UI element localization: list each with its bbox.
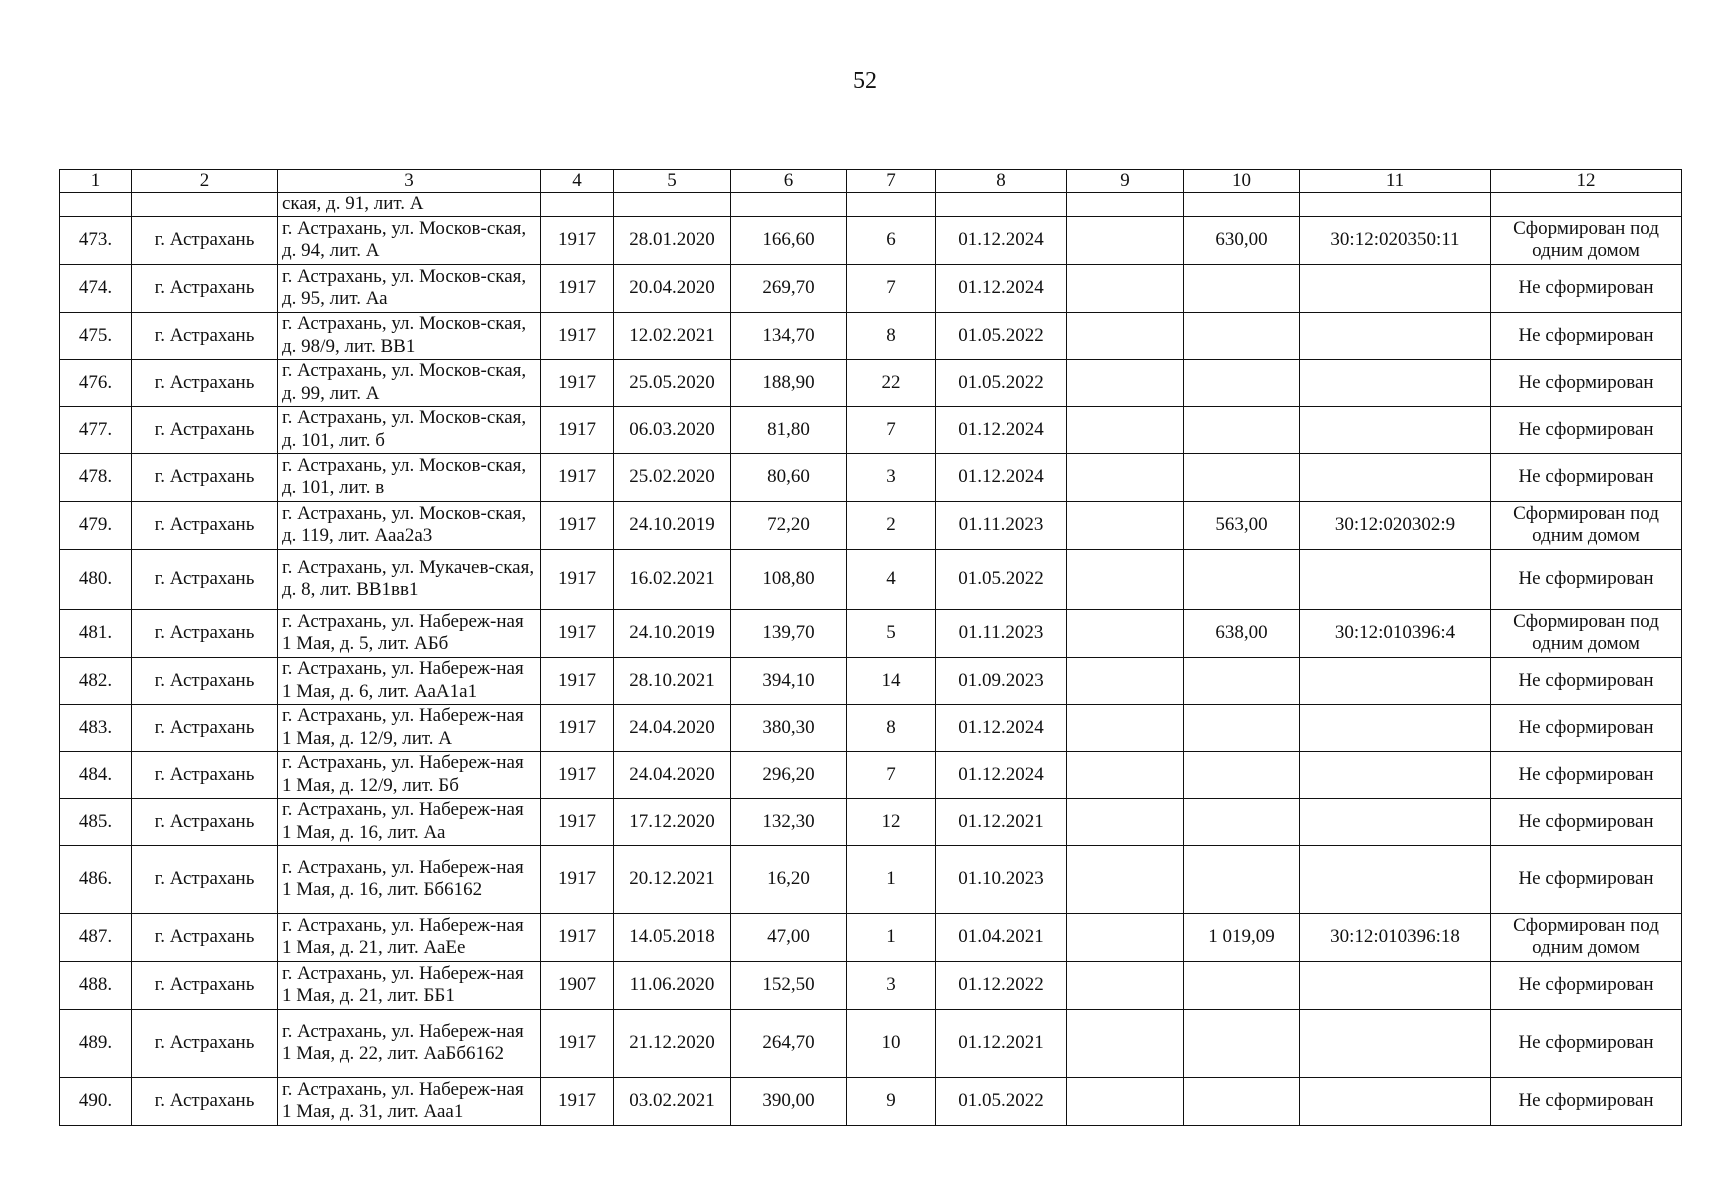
empty-cell: [731, 193, 847, 216]
year-built-cell: 1917: [541, 913, 614, 961]
area-cell: 72,20: [731, 501, 847, 549]
city-cell: г. Астрахань: [132, 913, 278, 961]
area-cell: 47,00: [731, 913, 847, 961]
residents-cell: 8: [847, 704, 936, 751]
deadline-cell: 01.05.2022: [936, 549, 1067, 609]
deadline-cell: 01.05.2022: [936, 312, 1067, 359]
table-row: [60, 501, 1682, 549]
deadline-cell: 01.05.2022: [936, 359, 1067, 406]
year-built-cell: 1917: [541, 216, 614, 264]
table-row: [60, 913, 1682, 961]
header-cell: 10: [1184, 170, 1300, 193]
header-cell: 12: [1491, 170, 1682, 193]
year-built-cell: 1917: [541, 501, 614, 549]
deadline-cell: 01.04.2021: [936, 913, 1067, 961]
cadastral-number-cell: [1300, 704, 1491, 751]
residents-cell: 12: [847, 798, 936, 845]
continuation-row: [60, 193, 1682, 216]
deadline-cell: 01.09.2023: [936, 657, 1067, 704]
date-cell: 06.03.2020: [614, 406, 731, 453]
table-row: [60, 453, 1682, 501]
deadline-cell: 01.12.2024: [936, 751, 1067, 798]
row-number-cell: 477.: [60, 406, 132, 453]
address-cell: г. Астрахань, ул. Набереж-ная 1 Мая, д. 31, лит. Ааа1: [278, 1077, 541, 1125]
land-area-cell: [1184, 961, 1300, 1009]
table-row: [60, 704, 1682, 751]
residents-cell: 3: [847, 961, 936, 1009]
address-cell: г. Астрахань, ул. Мукачев-ская, д. 8, лит. ВВ1вв1: [278, 549, 541, 609]
city-cell: г. Астрахань: [132, 453, 278, 501]
date-cell: 17.12.2020: [614, 798, 731, 845]
column-9-cell: [1067, 657, 1184, 704]
land-area-cell: [1184, 312, 1300, 359]
land-status-cell: Не сформирован: [1491, 657, 1682, 704]
land-area-cell: 563,00: [1184, 501, 1300, 549]
header-cell: 11: [1300, 170, 1491, 193]
area-cell: 139,70: [731, 609, 847, 657]
land-status-cell: Сформирован под одним домом: [1491, 501, 1682, 549]
land-status-cell: Не сформирован: [1491, 961, 1682, 1009]
address-cell: г. Астрахань, ул. Москов-ская, д. 98/9, лит. ВВ1: [278, 312, 541, 359]
land-status-cell: Не сформирован: [1491, 549, 1682, 609]
year-built-cell: 1917: [541, 1077, 614, 1125]
row-number-cell: 481.: [60, 609, 132, 657]
land-status-cell: Сформирован под одним домом: [1491, 216, 1682, 264]
header-cell: 6: [731, 170, 847, 193]
column-9-cell: [1067, 1077, 1184, 1125]
date-cell: 20.12.2021: [614, 845, 731, 913]
land-area-cell: [1184, 359, 1300, 406]
year-built-cell: 1917: [541, 1009, 614, 1077]
area-cell: 390,00: [731, 1077, 847, 1125]
land-status-cell: Не сформирован: [1491, 1009, 1682, 1077]
empty-cell: [1491, 193, 1682, 216]
area-cell: 296,20: [731, 751, 847, 798]
column-9-cell: [1067, 798, 1184, 845]
residents-cell: 7: [847, 406, 936, 453]
cadastral-number-cell: 30:12:010396:4: [1300, 609, 1491, 657]
address-cell: г. Астрахань, ул. Набереж-ная 1 Мая, д. 16, лит. Аа: [278, 798, 541, 845]
land-area-cell: [1184, 406, 1300, 453]
table-row: [60, 1009, 1682, 1077]
land-status-cell: Не сформирован: [1491, 312, 1682, 359]
residents-cell: 14: [847, 657, 936, 704]
land-area-cell: [1184, 1077, 1300, 1125]
land-area-cell: [1184, 549, 1300, 609]
date-cell: 25.05.2020: [614, 359, 731, 406]
cadastral-number-cell: 30:12:020302:9: [1300, 501, 1491, 549]
city-cell: г. Астрахань: [132, 657, 278, 704]
land-status-cell: Сформирован под одним домом: [1491, 913, 1682, 961]
year-built-cell: 1917: [541, 406, 614, 453]
address-cell: г. Астрахань, ул. Набереж-ная 1 Мая, д. 6, лит. АаА1а1: [278, 657, 541, 704]
table-row: [60, 216, 1682, 264]
column-9-cell: [1067, 704, 1184, 751]
address-cell: г. Астрахань, ул. Набереж-ная 1 Мая, д. 12/9, лит. Бб: [278, 751, 541, 798]
residents-cell: 8: [847, 312, 936, 359]
land-area-cell: 1 019,09: [1184, 913, 1300, 961]
year-built-cell: 1917: [541, 312, 614, 359]
column-9-cell: [1067, 216, 1184, 264]
residents-cell: 7: [847, 264, 936, 312]
cadastral-number-cell: [1300, 961, 1491, 1009]
column-9-cell: [1067, 501, 1184, 549]
column-9-cell: [1067, 406, 1184, 453]
address-cell: г. Астрахань, ул. Москов-ская, д. 99, лит. А: [278, 359, 541, 406]
table-row: [60, 549, 1682, 609]
year-built-cell: 1917: [541, 845, 614, 913]
area-cell: 264,70: [731, 1009, 847, 1077]
header-cell: 3: [278, 170, 541, 193]
residents-cell: 22: [847, 359, 936, 406]
residents-cell: 1: [847, 845, 936, 913]
date-cell: 20.04.2020: [614, 264, 731, 312]
table-row: [60, 798, 1682, 845]
land-area-cell: [1184, 845, 1300, 913]
deadline-cell: 01.11.2023: [936, 501, 1067, 549]
date-cell: 16.02.2021: [614, 549, 731, 609]
city-cell: г. Астрахань: [132, 751, 278, 798]
empty-cell: [1184, 193, 1300, 216]
row-number-cell: 483.: [60, 704, 132, 751]
row-number-cell: 475.: [60, 312, 132, 359]
year-built-cell: 1917: [541, 657, 614, 704]
area-cell: 152,50: [731, 961, 847, 1009]
cadastral-number-cell: [1300, 798, 1491, 845]
land-area-cell: [1184, 1009, 1300, 1077]
column-number-header-row: [60, 170, 1682, 193]
page-number: 52: [853, 68, 877, 94]
deadline-cell: 01.12.2024: [936, 216, 1067, 264]
row-number-cell: 480.: [60, 549, 132, 609]
city-cell: г. Астрахань: [132, 609, 278, 657]
row-number-cell: 485.: [60, 798, 132, 845]
address-cell: г. Астрахань, ул. Москов-ская, д. 95, лит. Аа: [278, 264, 541, 312]
city-cell: г. Астрахань: [132, 359, 278, 406]
deadline-cell: 01.12.2021: [936, 798, 1067, 845]
address-cell: г. Астрахань, ул. Москов-ская, д. 94, лит. А: [278, 216, 541, 264]
row-number-cell: 486.: [60, 845, 132, 913]
cadastral-number-cell: [1300, 751, 1491, 798]
header-cell: 7: [847, 170, 936, 193]
city-cell: г. Астрахань: [132, 961, 278, 1009]
table-row: [60, 845, 1682, 913]
empty-cell: [614, 193, 731, 216]
area-cell: 269,70: [731, 264, 847, 312]
address-continuation-cell: ская, д. 91, лит. А: [278, 193, 541, 216]
row-number-cell: 488.: [60, 961, 132, 1009]
header-cell: 9: [1067, 170, 1184, 193]
empty-cell: [1067, 193, 1184, 216]
land-area-cell: [1184, 453, 1300, 501]
area-cell: 81,80: [731, 406, 847, 453]
city-cell: г. Астрахань: [132, 216, 278, 264]
date-cell: 24.04.2020: [614, 704, 731, 751]
column-9-cell: [1067, 312, 1184, 359]
city-cell: г. Астрахань: [132, 312, 278, 359]
deadline-cell: 01.05.2022: [936, 1077, 1067, 1125]
area-cell: 394,10: [731, 657, 847, 704]
land-status-cell: Не сформирован: [1491, 264, 1682, 312]
column-9-cell: [1067, 1009, 1184, 1077]
land-area-cell: [1184, 704, 1300, 751]
empty-cell: [60, 193, 132, 216]
cadastral-number-cell: 30:12:020350:11: [1300, 216, 1491, 264]
empty-cell: [1300, 193, 1491, 216]
cadastral-number-cell: [1300, 657, 1491, 704]
area-cell: 166,60: [731, 216, 847, 264]
city-cell: г. Астрахань: [132, 798, 278, 845]
land-status-cell: Не сформирован: [1491, 453, 1682, 501]
city-cell: г. Астрахань: [132, 264, 278, 312]
residents-cell: 4: [847, 549, 936, 609]
land-area-cell: 630,00: [1184, 216, 1300, 264]
area-cell: 380,30: [731, 704, 847, 751]
land-status-cell: Не сформирован: [1491, 1077, 1682, 1125]
area-cell: 188,90: [731, 359, 847, 406]
deadline-cell: 01.12.2024: [936, 704, 1067, 751]
residents-cell: 3: [847, 453, 936, 501]
land-area-cell: [1184, 264, 1300, 312]
date-cell: 25.02.2020: [614, 453, 731, 501]
column-9-cell: [1067, 359, 1184, 406]
residents-cell: 7: [847, 751, 936, 798]
address-cell: г. Астрахань, ул. Набереж-ная 1 Мая, д. 22, лит. АаБб6162: [278, 1009, 541, 1077]
area-cell: 108,80: [731, 549, 847, 609]
city-cell: г. Астрахань: [132, 501, 278, 549]
land-area-cell: [1184, 751, 1300, 798]
address-cell: г. Астрахань, ул. Москов-ская, д. 101, лит. в: [278, 453, 541, 501]
deadline-cell: 01.11.2023: [936, 609, 1067, 657]
city-cell: г. Астрахань: [132, 406, 278, 453]
cadastral-number-cell: [1300, 1077, 1491, 1125]
table-row: [60, 312, 1682, 359]
table-row: [60, 751, 1682, 798]
land-status-cell: Не сформирован: [1491, 406, 1682, 453]
cadastral-number-cell: [1300, 453, 1491, 501]
date-cell: 12.02.2021: [614, 312, 731, 359]
area-cell: 80,60: [731, 453, 847, 501]
address-cell: г. Астрахань, ул. Набереж-ная 1 Мая, д. 5, лит. АБб: [278, 609, 541, 657]
deadline-cell: 01.12.2024: [936, 453, 1067, 501]
column-9-cell: [1067, 961, 1184, 1009]
empty-cell: [936, 193, 1067, 216]
row-number-cell: 482.: [60, 657, 132, 704]
column-9-cell: [1067, 913, 1184, 961]
land-area-cell: 638,00: [1184, 609, 1300, 657]
city-cell: г. Астрахань: [132, 1009, 278, 1077]
year-built-cell: 1917: [541, 264, 614, 312]
cadastral-number-cell: [1300, 1009, 1491, 1077]
cadastral-number-cell: [1300, 845, 1491, 913]
cadastral-number-cell: [1300, 359, 1491, 406]
address-cell: г. Астрахань, ул. Набереж-ная 1 Мая, д. 21, лит. ББ1: [278, 961, 541, 1009]
date-cell: 24.04.2020: [614, 751, 731, 798]
column-9-cell: [1067, 845, 1184, 913]
residents-cell: 10: [847, 1009, 936, 1077]
city-cell: г. Астрахань: [132, 704, 278, 751]
address-cell: г. Астрахань, ул. Набереж-ная 1 Мая, д. 12/9, лит. А: [278, 704, 541, 751]
row-number-cell: 484.: [60, 751, 132, 798]
date-cell: 24.10.2019: [614, 501, 731, 549]
table-row: [60, 657, 1682, 704]
cadastral-number-cell: [1300, 406, 1491, 453]
cadastral-number-cell: [1300, 264, 1491, 312]
year-built-cell: 1917: [541, 798, 614, 845]
land-status-cell: Не сформирован: [1491, 751, 1682, 798]
row-number-cell: 474.: [60, 264, 132, 312]
deadline-cell: 01.12.2022: [936, 961, 1067, 1009]
city-cell: г. Астрахань: [132, 1077, 278, 1125]
year-built-cell: 1917: [541, 609, 614, 657]
area-cell: 16,20: [731, 845, 847, 913]
deadline-cell: 01.12.2024: [936, 264, 1067, 312]
year-built-cell: 1917: [541, 549, 614, 609]
empty-cell: [541, 193, 614, 216]
empty-cell: [132, 193, 278, 216]
table-row: [60, 406, 1682, 453]
land-status-cell: Не сформирован: [1491, 798, 1682, 845]
row-number-cell: 487.: [60, 913, 132, 961]
date-cell: 24.10.2019: [614, 609, 731, 657]
row-number-cell: 489.: [60, 1009, 132, 1077]
year-built-cell: 1917: [541, 359, 614, 406]
residents-cell: 5: [847, 609, 936, 657]
cadastral-number-cell: [1300, 549, 1491, 609]
year-built-cell: 1917: [541, 453, 614, 501]
land-status-cell: Не сформирован: [1491, 845, 1682, 913]
row-number-cell: 490.: [60, 1077, 132, 1125]
table-row: [60, 264, 1682, 312]
residents-cell: 1: [847, 913, 936, 961]
land-area-cell: [1184, 798, 1300, 845]
row-number-cell: 479.: [60, 501, 132, 549]
land-status-cell: Не сформирован: [1491, 704, 1682, 751]
table-row: [60, 1077, 1682, 1125]
area-cell: 132,30: [731, 798, 847, 845]
row-number-cell: 473.: [60, 216, 132, 264]
date-cell: 03.02.2021: [614, 1077, 731, 1125]
address-cell: г. Астрахань, ул. Набереж-ная 1 Мая, д. 21, лит. АаЕе: [278, 913, 541, 961]
cadastral-number-cell: [1300, 312, 1491, 359]
housing-register-table: [59, 169, 1682, 1126]
column-9-cell: [1067, 609, 1184, 657]
land-area-cell: [1184, 657, 1300, 704]
city-cell: г. Астрахань: [132, 549, 278, 609]
year-built-cell: 1907: [541, 961, 614, 1009]
residents-cell: 9: [847, 1077, 936, 1125]
table-row: [60, 609, 1682, 657]
header-cell: 4: [541, 170, 614, 193]
address-cell: г. Астрахань, ул. Москов-ская, д. 101, лит. б: [278, 406, 541, 453]
residents-cell: 6: [847, 216, 936, 264]
table-row: [60, 961, 1682, 1009]
year-built-cell: 1917: [541, 704, 614, 751]
header-cell: 1: [60, 170, 132, 193]
empty-cell: [847, 193, 936, 216]
header-cell: 2: [132, 170, 278, 193]
city-cell: г. Астрахань: [132, 845, 278, 913]
address-cell: г. Астрахань, ул. Москов-ская, д. 119, лит. Ааа2а3: [278, 501, 541, 549]
row-number-cell: 478.: [60, 453, 132, 501]
date-cell: 28.01.2020: [614, 216, 731, 264]
area-cell: 134,70: [731, 312, 847, 359]
deadline-cell: 01.12.2021: [936, 1009, 1067, 1077]
date-cell: 14.05.2018: [614, 913, 731, 961]
deadline-cell: 01.12.2024: [936, 406, 1067, 453]
year-built-cell: 1917: [541, 751, 614, 798]
header-cell: 5: [614, 170, 731, 193]
row-number-cell: 476.: [60, 359, 132, 406]
column-9-cell: [1067, 264, 1184, 312]
column-9-cell: [1067, 751, 1184, 798]
deadline-cell: 01.10.2023: [936, 845, 1067, 913]
header-cell: 8: [936, 170, 1067, 193]
date-cell: 21.12.2020: [614, 1009, 731, 1077]
land-status-cell: Не сформирован: [1491, 359, 1682, 406]
land-status-cell: Сформирован под одним домом: [1491, 609, 1682, 657]
column-9-cell: [1067, 453, 1184, 501]
cadastral-number-cell: 30:12:010396:18: [1300, 913, 1491, 961]
column-9-cell: [1067, 549, 1184, 609]
date-cell: 11.06.2020: [614, 961, 731, 1009]
date-cell: 28.10.2021: [614, 657, 731, 704]
table-row: [60, 359, 1682, 406]
residents-cell: 2: [847, 501, 936, 549]
address-cell: г. Астрахань, ул. Набереж-ная 1 Мая, д. 16, лит. Бб6162: [278, 845, 541, 913]
